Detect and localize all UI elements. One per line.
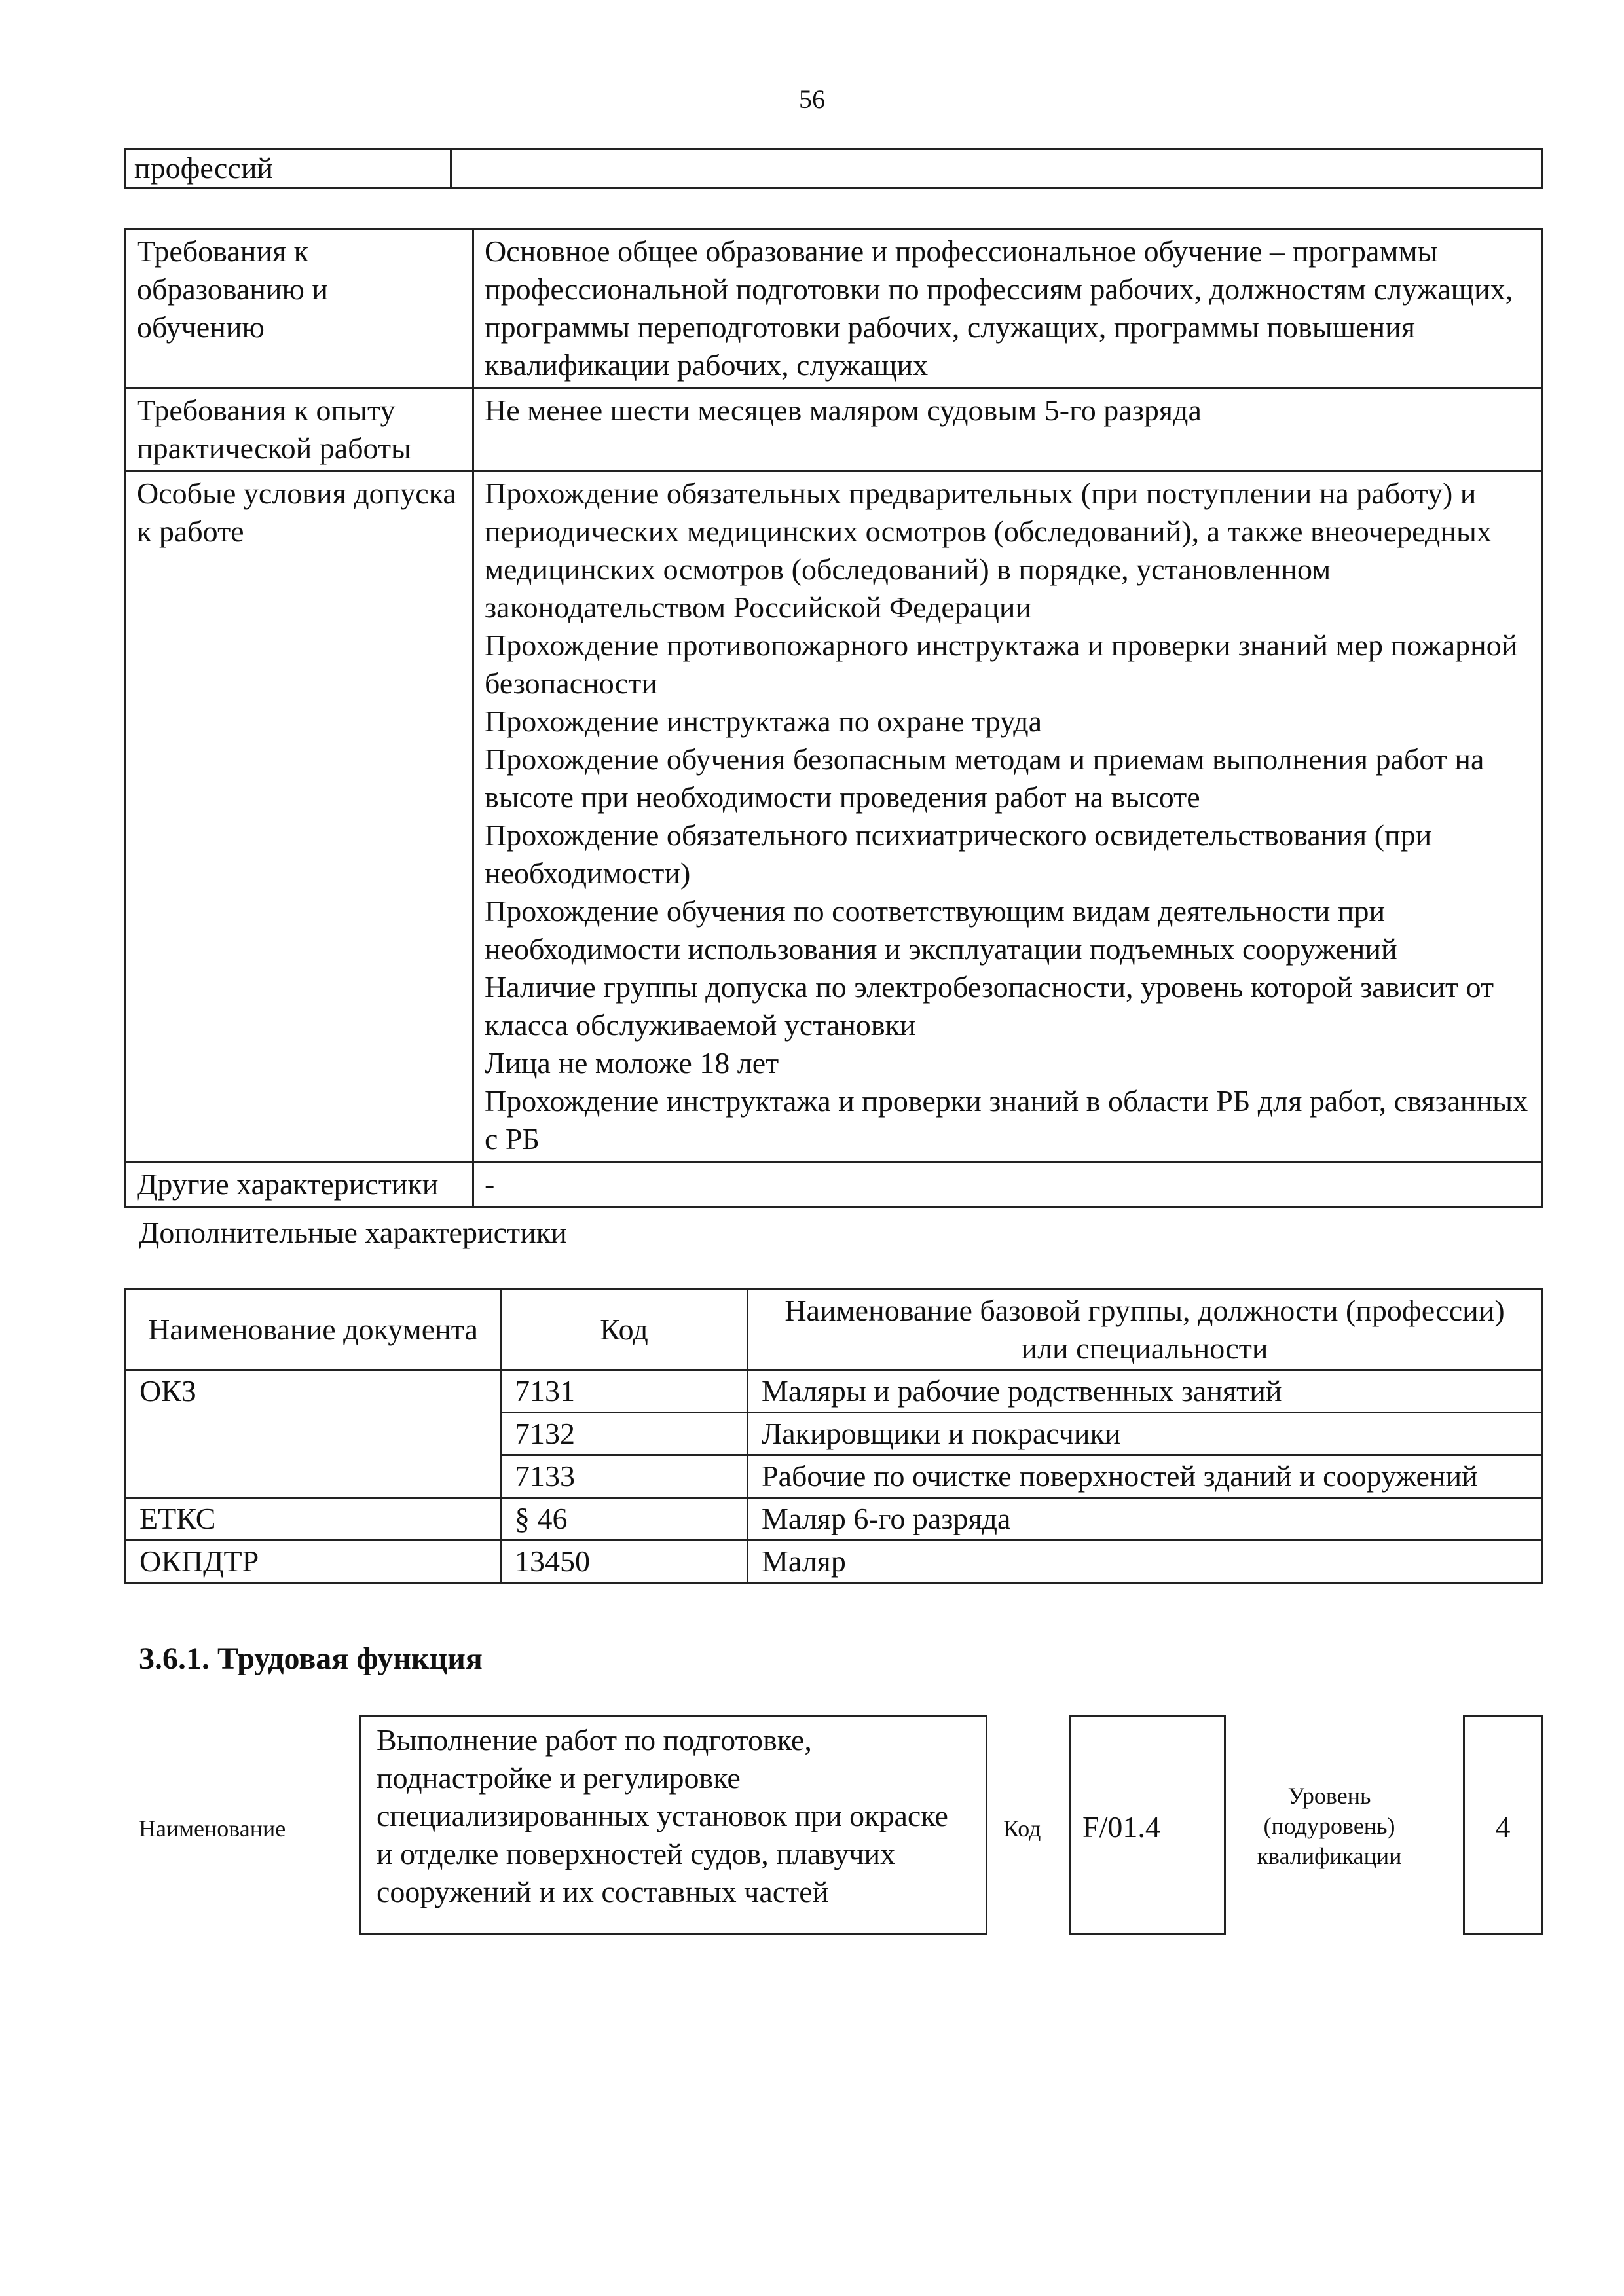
- cell-code: 7132: [501, 1413, 748, 1455]
- cell-name: Маляр: [748, 1540, 1542, 1583]
- qualification-level: 4: [1463, 1715, 1543, 1935]
- cell-name: Рабочие по очистке поверхностей зданий и сооружений: [748, 1455, 1542, 1498]
- cell-name: Маляры и рабочие родственных занятий: [748, 1370, 1542, 1413]
- cell-code: § 46: [501, 1498, 748, 1540]
- row-value: [473, 1162, 1542, 1207]
- row-line: Не менее шести месяцев маляром судовым 5-го разряда: [485, 393, 1202, 427]
- table-header-row: [126, 1290, 1542, 1370]
- labor-function-code: F/01.4: [1069, 1715, 1226, 1935]
- additional-heading: Дополнительные характеристики: [139, 1216, 567, 1249]
- labor-function-heading: 3.6.1. Трудовая функция: [139, 1641, 483, 1676]
- cell-code: 7131: [501, 1370, 748, 1413]
- row-line: Наличие группы допуска по электробезопасности, уровень которой зависит от класса обслуживаемой установки: [485, 970, 1494, 1042]
- row-value: [473, 471, 1542, 1162]
- cell-name: Лакировщики и покрасчики: [748, 1413, 1542, 1455]
- row-label: Требования к образованию и обучению: [126, 229, 473, 388]
- additional-table: [124, 1288, 1543, 1584]
- table-row: [126, 229, 1542, 388]
- row-value: [473, 229, 1542, 388]
- row-line: Прохождение обучения по соответствующим видам деятельности при необходимости использования и эксплуатации подъемных сооружений: [485, 894, 1397, 966]
- header-doc: Наименование документа: [126, 1290, 501, 1370]
- labor-function-name: Выполнение работ по подготовке, поднастройке и регулировке специализированных установок при окраске и отделке поверхностей судов, плавучих сооружений и их составных частей: [359, 1715, 987, 1935]
- page-number: 56: [799, 84, 825, 114]
- row-value: [473, 388, 1542, 471]
- row-label: Требования к опыту практической работы: [126, 388, 473, 471]
- table-row: [126, 471, 1542, 1162]
- row-line: Прохождение обучения безопасным методам и приемам выполнения работ на высоте при необходимости проведения работ на высоте: [485, 742, 1485, 814]
- row-label: Особые условия допуска к работе: [126, 471, 473, 1162]
- header-name: Наименование базовой группы, должности (профессии) или специальности: [748, 1290, 1542, 1370]
- cell-doc: ОКЗ: [126, 1370, 501, 1498]
- header-code: Код: [501, 1290, 748, 1370]
- cell-doc: ОКПДТР: [126, 1540, 501, 1583]
- row-line: Лица не моложе 18 лет: [485, 1046, 779, 1080]
- row-value: [451, 149, 1542, 188]
- cell-code: 13450: [501, 1540, 748, 1583]
- table-row: [126, 149, 1542, 188]
- table-row: [126, 1162, 1542, 1207]
- row-label: Другие характеристики: [126, 1162, 473, 1207]
- table-row: [126, 1370, 1542, 1413]
- top-fragment-table: [124, 148, 1543, 189]
- row-line: -: [485, 1167, 495, 1201]
- row-line: Прохождение обязательного психиатрического освидетельствования (при необходимости): [485, 818, 1432, 890]
- row-line: Основное общее образование и профессиональное обучение – программы профессиональной подготовки по профессиям рабочих, должностям служащих, программы переподготовки рабочих, служащих, программы повышения квалификации рабочих, служащих: [485, 234, 1513, 382]
- row-line: Прохождение противопожарного инструктажа и проверки знаний мер пожарной безопасности: [485, 629, 1518, 700]
- row-line: Прохождение инструктажа и проверки знаний в области РБ для работ, связанных с РБ: [485, 1084, 1528, 1156]
- cell-name: Маляр 6-го разряда: [748, 1498, 1542, 1540]
- table-row: [126, 1540, 1542, 1583]
- row-line: Прохождение обязательных предварительных (при поступлении на работу) и периодических медицинских осмотров (обследований), а также внеочередных медицинских осмотров (обследований) в порядке, установленном законодательством Российской Федерации: [485, 477, 1492, 624]
- requirements-table: [124, 228, 1543, 1208]
- table-row: [126, 388, 1542, 471]
- cell-code: 7133: [501, 1455, 748, 1498]
- table-row: [126, 1498, 1542, 1540]
- code-label: Код: [1003, 1815, 1041, 1842]
- row-label: профессий: [126, 149, 451, 188]
- row-line: Прохождение инструктажа по охране труда: [485, 704, 1043, 738]
- name-label: Наименование: [139, 1815, 286, 1842]
- cell-doc: ЕТКС: [126, 1498, 501, 1540]
- level-label: Уровень (подуровень) квалификации: [1257, 1783, 1402, 1869]
